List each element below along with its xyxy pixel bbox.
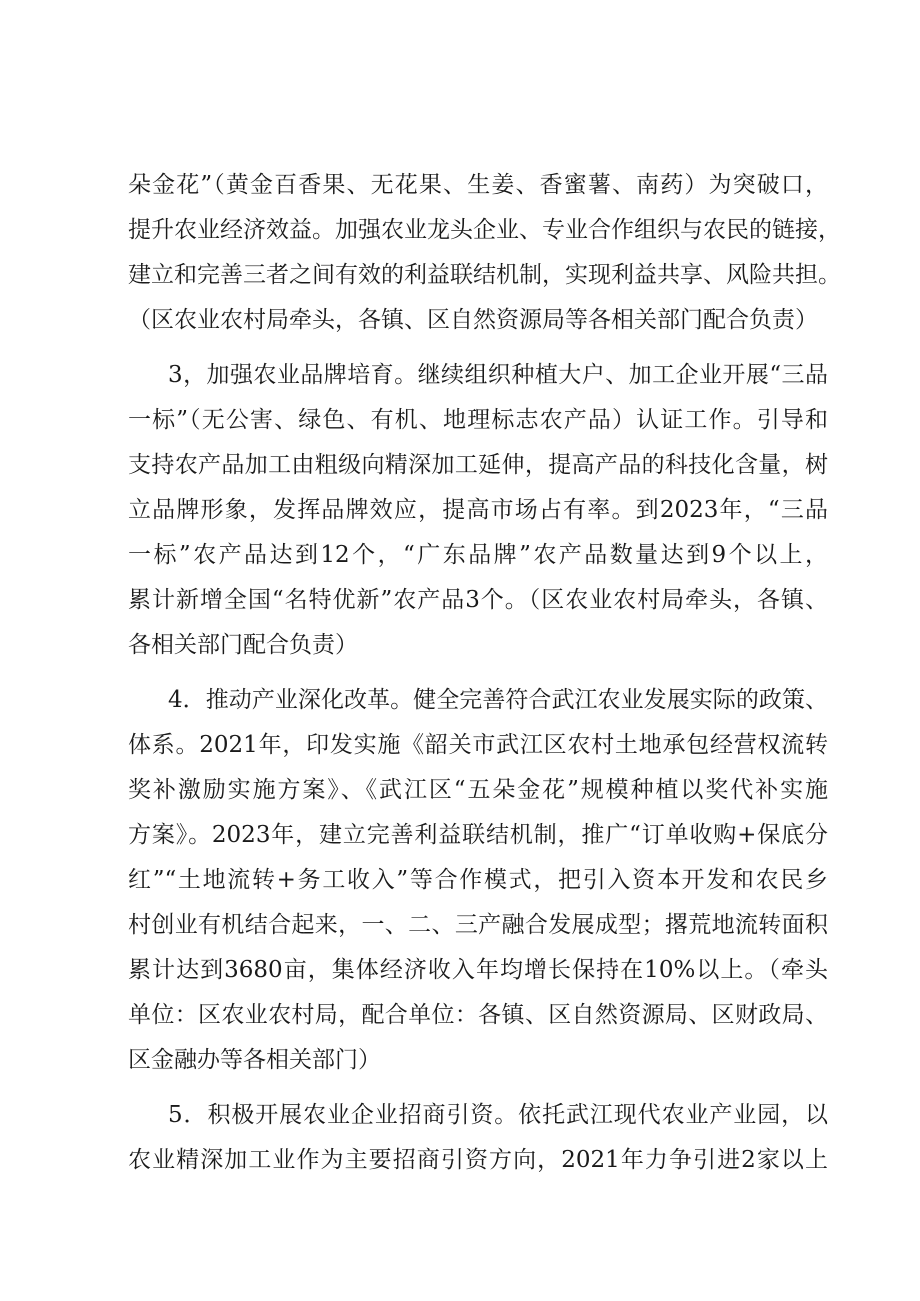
paragraph-line: 单位：区农业农村局，配合单位：各镇、区自然资源局、区财政局、	[128, 1002, 828, 1028]
paragraph-line: 体系。2021年，印发实施《韶关市武江区农村土地承包经营权流转	[128, 732, 828, 758]
paragraph-line: 村创业有机结合起来，一、二、三产融合发展成型；撂荒地流转面积	[128, 912, 828, 938]
paragraph-line: 各相关部门配合负责）	[128, 632, 358, 658]
paragraph-line: 4．推动产业深化改革。健全完善符合武江农业发展实际的政策、	[168, 687, 828, 713]
paragraph-line: 一标”农产品达到12个，“广东品牌”农产品数量达到9个以上，	[128, 542, 828, 568]
paragraph-line: 累计达到3680亩，集体经济收入年均增长保持在10%以上。（牵头	[128, 957, 828, 983]
paragraph-line: 农业精深加工业作为主要招商引资方向，2021年力争引进2家以上	[128, 1147, 828, 1173]
paragraph-line: 区金融办等各相关部门）	[128, 1047, 381, 1073]
paragraph-line: 支持农产品加工由粗级向精深加工延伸，提高产品的科技化含量，树	[128, 452, 828, 478]
paragraph-line: 方案》。2023年，建立完善利益联结机制，推广“订单收购+保底分	[128, 822, 828, 848]
paragraph-line: 立品牌形象，发挥品牌效应，提高市场占有率。到2023年，“三品	[128, 497, 828, 523]
paragraph-line: 累计新增全国“名特优新”农产品3个。（区农业农村局牵头，各镇、	[128, 587, 828, 613]
document-body	[128, 163, 841, 1183]
paragraph-line: 提升农业经济效益。加强农业龙头企业、专业合作组织与农民的链接，	[128, 217, 841, 243]
paragraph-line: 3，加强农业品牌培育。继续组织种植大户、加工企业开展“三品	[168, 362, 828, 388]
paragraph-line: 5．积极开展农业企业招商引资。依托武江现代农业产业园，以	[168, 1102, 828, 1128]
paragraph-line: 奖补激励实施方案》、《武江区“五朵金花”规模种植以奖代补实施	[128, 777, 828, 803]
paragraph-line: 建立和完善三者之间有效的利益联结机制，实现利益共享、风险共担。	[128, 262, 841, 288]
paragraph-line: （区农业农村局牵头，各镇、区自然资源局等各相关部门配合负责）	[128, 307, 818, 333]
paragraph-line: 一标”（无公害、绿色、有机、地理标志农产品）认证工作。引导和	[128, 407, 828, 433]
paragraph-line: 红”“土地流转+务工收入”等合作模式，把引入资本开发和农民乡	[128, 867, 828, 893]
paragraph-line: 朵金花”（黄金百香果、无花果、生姜、香蜜薯、南药）为突破口，	[128, 172, 828, 198]
